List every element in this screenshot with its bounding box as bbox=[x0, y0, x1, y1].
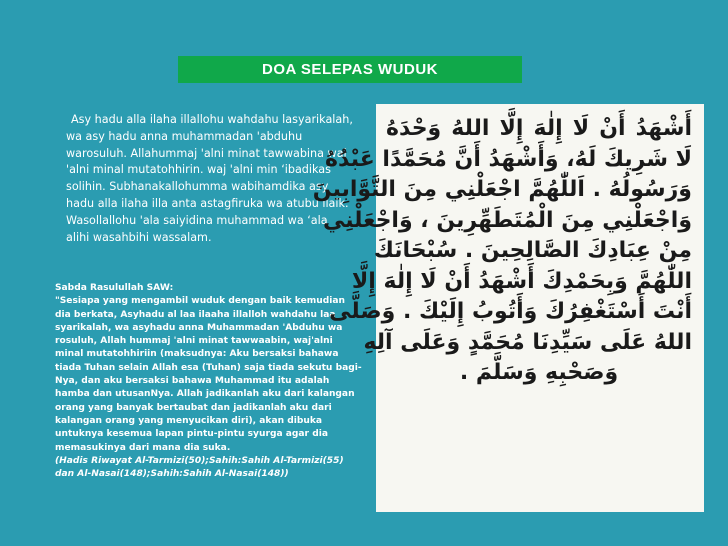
arabic-line: مِنْ عِبَادِكَ الصَّالِحِينَ . سُبْحَانَكَ bbox=[373, 238, 692, 263]
hadith-line: kalangan orang yang menyucikan diri), akan dibuka bbox=[55, 415, 323, 426]
transliteration-line: wa asy hadu anna muhammadan 'abduhu bbox=[66, 129, 303, 143]
transliteration-line: hadu alla ilaha illa anta astagfiruka wa atubu ilaik. bbox=[66, 196, 349, 210]
transliteration-line: 'alni minal mutatohhirin. waj 'alni min ‘ibadikas bbox=[66, 163, 331, 177]
hadith-line: rosuluh, Allah hummaj 'alni minat tawwaabin, waj'alni bbox=[55, 336, 333, 347]
hadith-reference: dan Al-Nasai(148);Sahih:Sahih Al-Nasai(148)) bbox=[55, 469, 289, 480]
arabic-line: اللّٰهُمَّ وَبِحَمْدِكَ أَشْهَدُ أَنْ لَا إِلٰهَ إِلَّا bbox=[351, 268, 692, 294]
hadith-line: memasukinya dari mana dia suka. bbox=[55, 442, 231, 453]
page-title: DOA SELEPAS WUDUK bbox=[261, 61, 438, 78]
hadith-reference: (Hadis Riwayat Al-Tarmizi(50);Sahih:Sahih Al-Tarmizi(55) bbox=[55, 455, 344, 466]
arabic-line: لَا شَرِيكَ لَهُ، وَأَشْهَدُ أَنَّ مُحَمَّدًا عَبْدُهُ bbox=[325, 146, 692, 172]
arabic-prayer-panel bbox=[312, 104, 704, 512]
hadith-line: hamba dan utusanNya. Allah jadikanlah aku dari kalangan bbox=[55, 389, 355, 400]
hadith-line: untuknya kesemua lapan pintu-pintu syurga agar dia bbox=[55, 429, 328, 440]
hadith-line: tiada Tuhan selain Allah esa (Tuhan) saja tiada sekutu bagi- bbox=[55, 362, 362, 373]
hadith-line: minal mutatohhiriin (maksudnya: Aku bersaksi bahawa bbox=[55, 349, 339, 360]
arabic-line: وَاجْعَلْنِي مِنَ الْمُتَطَهِّرِينَ ، وَاجْعَلْنِي bbox=[322, 207, 692, 233]
hadith-line: syarikalah, wa asyhadu anna Muhammadan 'Abduhu wa bbox=[55, 322, 343, 333]
arabic-line: أَنْتَ أَسْتَغْفِرُكَ وَأَتُوبُ إِلَيْكَ . وَصَلَّى bbox=[329, 299, 692, 324]
hadith-line: Nya, dan aku bersaksi bahawa Muhammad itu adalah bbox=[55, 376, 330, 387]
transliteration-line: alihi wasahbihi wassalam. bbox=[66, 230, 212, 244]
hadith-heading: Sabda Rasulullah SAW: bbox=[55, 283, 174, 293]
arabic-line: وَرَسُولُهُ . اَللّٰهُمَّ اجْعَلْنِي مِنَ التَّوَّابِينَ bbox=[312, 177, 692, 202]
hadith-text bbox=[55, 282, 365, 481]
hadith-line: dia berkata, Asyhadu al laa ilaaha illalloh wahdahu laa bbox=[55, 309, 336, 320]
transliteration-line: Wasollallohu 'ala saiyidina muhammad wa ‘ala bbox=[66, 213, 328, 227]
arabic-line: وَصَحْبِهِ وَسَلَّمَ . bbox=[459, 360, 619, 385]
hadith-line: "Sesiapa yang mengambil wuduk dengan baik kemudian bbox=[55, 296, 345, 307]
arabic-line: أَشْهَدُ أَنْ لَا إِلٰهَ إِلَّا اللهُ وَحْدَهُ bbox=[386, 116, 692, 141]
arabic-line: اللهُ عَلَى سَيِّدِنَا مُحَمَّدٍ وَعَلَى آلِهِ bbox=[363, 329, 692, 355]
title-banner bbox=[178, 56, 522, 83]
hadith-line: orang yang banyak bertaubat dan jadikanlah aku dari bbox=[55, 402, 332, 413]
transliteration-line: Asy hadu alla ilaha illallohu wahdahu lasyarikalah, bbox=[71, 113, 353, 126]
transliteration-line: warosuluh. Allahummaj 'alni minat tawwabina waj bbox=[66, 146, 347, 160]
transliteration-line: solihin. Subhanakallohumma wabihamdika asy bbox=[66, 180, 329, 194]
